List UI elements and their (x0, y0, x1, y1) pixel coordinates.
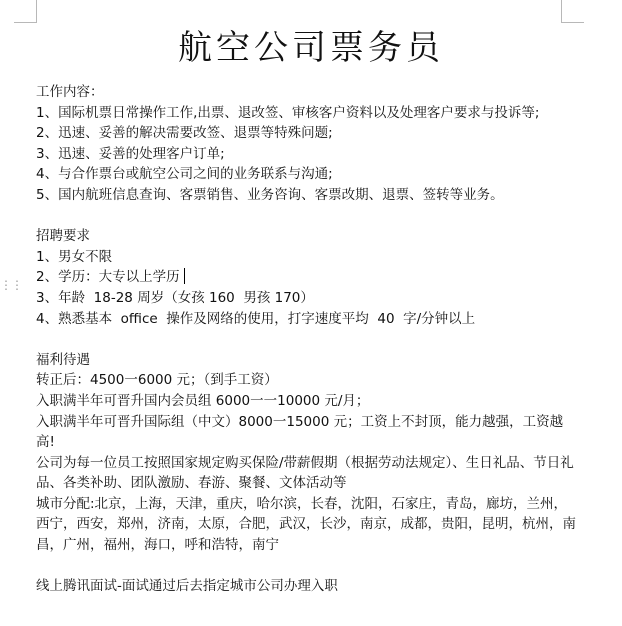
duty-item: 5、国内航班信息查询、客票销售、业务咨询、客票改期、退票、签转等业务。 (36, 186, 504, 203)
requirement-item: 2、学历：大专以上学历 (36, 269, 180, 286)
benefit-item: 城市分配:北京，上海，天津，重庆，哈尔滨，长春，沈阳，石家庄，青岛，廊坊，兰州， 西宁，西安，郑州，济南，太原，合肥，武汉，长沙，南京，成都，贵阳，昆明，杭州，南昌，广州，福州，海口，呼和浩特，南宁 (36, 495, 576, 554)
drag-handle-icon[interactable]: ⋮⋮ (0, 278, 22, 292)
document-body[interactable] (36, 82, 576, 597)
duty-item: 3、迅速、妥善的处理客户订单; (36, 145, 225, 162)
footer-note: 线上腾讯面试-面试通过后去指定城市公司办理入职 (36, 578, 338, 595)
requirement-item: 4、熟悉基本 office 操作及网络的使用，打字速度平均 40 字/分钟以上 (36, 310, 476, 327)
benefit-item: 入职满半年可晋升国际组（中文）8000一15000 元；工资上不封顶，能力越强，工资越高! (36, 413, 564, 451)
benefit-item: 入职满半年可晋升国内会员组 6000一一10000 元/月； (36, 392, 370, 409)
section-heading-benefits: 福利待遇 (36, 351, 90, 368)
duty-item: 4、与合作票台或航空公司之间的业务联系与沟通; (36, 166, 333, 183)
section-heading-requirements: 招聘要求 (36, 228, 90, 245)
duty-item: 2、迅速、妥善的解决需要改签、退票等特殊问题; (36, 125, 333, 142)
section-heading-duties: 工作内容： (36, 84, 104, 100)
requirement-item-cursor-line (36, 267, 576, 288)
benefit-item: 转正后：4500一6000 元；（到手工资） (36, 372, 278, 389)
page-title: 航空公司票务员 (178, 28, 444, 68)
text-cursor (184, 268, 185, 284)
requirement-item: 1、男女不限 (36, 248, 113, 265)
benefit-item: 公司为每一位员工按照国家规定购买保险/带薪假期（根据劳动法规定）、生日礼品、节日礼品、各类补助、团队激励、春游、聚餐、文体活动等 (36, 454, 574, 492)
requirement-item: 3、年龄 18-28 周岁（女孩 160 男孩 170） (36, 289, 314, 306)
duty-item: 1、国际机票日常操作工作,出票、退改签、审核客户资料以及处理客户要求与投诉等; (36, 104, 540, 121)
